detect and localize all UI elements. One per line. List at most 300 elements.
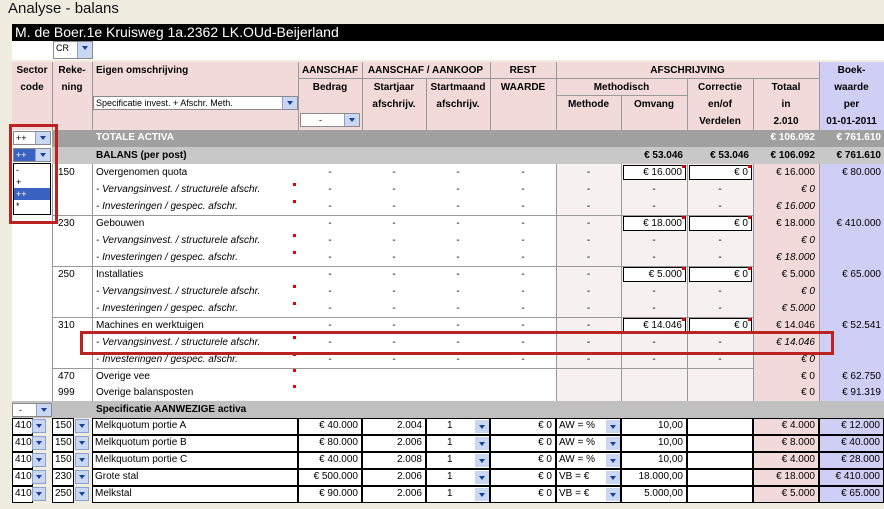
balans-totaal: € 106.092 — [770, 150, 815, 161]
sector-cell[interactable] — [12, 452, 33, 469]
chevron-down-icon — [475, 437, 489, 450]
row-dash-correctie: - — [718, 201, 722, 212]
methode-cell-value: VB = € — [559, 488, 590, 499]
boek-cell-value: € 410.000 — [835, 471, 880, 482]
row-dash-startjaar: - — [392, 320, 396, 331]
dropdown-option[interactable]: - — [16, 165, 19, 175]
totaal-cell — [753, 435, 819, 452]
rest-cell[interactable] — [490, 435, 556, 452]
client-header: M. de Boer.1e Kruisweg 1a.2362 LK.OUd-Beijerland — [15, 24, 339, 40]
sector-cell-value: 410 — [15, 437, 32, 448]
header-boek-2: waarde — [834, 82, 869, 93]
row-totaal: € 0 — [801, 387, 815, 398]
totaal-cell — [753, 452, 819, 469]
totaal-cell — [753, 486, 819, 503]
balans-omvang: € 53.046 — [644, 150, 683, 161]
totaal-cell — [753, 418, 819, 435]
header-boek: Boek- — [837, 65, 866, 76]
row-totaal: € 14.046 — [776, 320, 815, 331]
row-dash-maand: - — [456, 235, 460, 246]
boek-cell — [819, 486, 884, 503]
boek-cell-value: € 40.000 — [841, 437, 880, 448]
row-dash-rest: - — [521, 354, 525, 365]
omschrijving-cell[interactable] — [92, 452, 298, 469]
startmaand-cell[interactable] — [426, 469, 490, 486]
rest-cell-value: € 0 — [538, 420, 552, 431]
currency-select-value: CR — [56, 43, 69, 53]
row-boek: € 91.319 — [842, 387, 881, 398]
boek-cell — [819, 435, 884, 452]
row-label: Installaties — [96, 269, 144, 280]
row-dash-maand: - — [456, 354, 460, 365]
bedrag-cell-value: € 500.000 — [313, 471, 358, 482]
omvang-field[interactable]: € 16.000 — [623, 165, 686, 180]
startmaand-cell[interactable] — [426, 418, 490, 435]
row-dash-maand: - — [456, 167, 460, 178]
row-dash-startjaar: - — [392, 337, 396, 348]
row-boek: € 410.000 — [836, 218, 881, 229]
header-startjaar-2: afschrijv. — [372, 99, 416, 110]
row-code: 999 — [58, 387, 75, 398]
omschrijving-cell[interactable] — [92, 418, 298, 435]
rest-cell-value: € 0 — [538, 488, 552, 499]
row-dash-correctie: - — [718, 286, 722, 297]
omvang-field[interactable]: € 14.046 — [623, 318, 686, 333]
sector-cell-value: 410 — [15, 420, 32, 431]
rekening-cell-value: 150 — [55, 454, 72, 465]
row-dash-methode: - — [586, 218, 591, 229]
startjaar-cell[interactable] — [362, 469, 426, 486]
correctie-cell[interactable] — [687, 435, 753, 452]
chevron-down-icon — [36, 404, 51, 416]
spec-level-select[interactable] — [12, 403, 52, 417]
startmaand-cell[interactable] — [426, 435, 490, 452]
rekening-cell-value: 150 — [55, 437, 72, 448]
row-dash-startjaar: - — [392, 167, 396, 178]
row-dash-methode: - — [586, 269, 591, 280]
row-label: Overige vee — [96, 371, 150, 382]
row-boek: € 65.000 — [842, 269, 881, 280]
row-dash-rest: - — [521, 320, 525, 331]
row-label: Machines en werktuigen — [96, 320, 204, 331]
omvang-cell-value: 5.000,00 — [644, 488, 683, 499]
rest-cell[interactable] — [490, 469, 556, 486]
chevron-down-icon — [475, 471, 489, 484]
chevron-down-icon[interactable] — [32, 470, 46, 484]
row-code: 150 — [58, 167, 75, 178]
row-dash-bedrag: - — [328, 269, 332, 280]
balans-boek: € 761.610 — [836, 150, 881, 161]
row-dash-correctie: - — [718, 184, 722, 195]
header-rest: REST — [509, 65, 537, 76]
chevron-down-icon — [606, 471, 620, 484]
rekening-cell[interactable] — [52, 435, 74, 452]
correctie-cell[interactable] — [687, 418, 753, 435]
rekening-cell[interactable] — [52, 452, 74, 469]
row-label: - Vervangsinvest. / structurele afschr. — [96, 184, 261, 195]
filter-select-value: - — [319, 115, 322, 125]
highlight-frame-row — [80, 331, 834, 355]
header-aanschaf-aankoop: AANSCHAF / AANKOOP — [367, 65, 484, 76]
header-methode: Methode — [567, 99, 610, 110]
correctie-field[interactable]: € 0 — [689, 318, 752, 333]
chevron-down-icon[interactable] — [75, 419, 89, 433]
row-dash-bedrag: - — [328, 167, 332, 178]
totale-activa-boek: € 761.610 — [836, 132, 881, 143]
spec-header-label: Specificatie AANWEZIGE activa — [96, 404, 247, 415]
header-ning: ning — [61, 82, 83, 93]
header-waarde: WAARDE — [500, 82, 546, 93]
header-sector: Sector — [16, 65, 48, 76]
row-totaal: € 5.000 — [781, 303, 815, 314]
totale-activa-label: TOTALE ACTIVA — [96, 132, 174, 143]
omvang-field[interactable]: € 18.000 — [623, 216, 686, 231]
row-boek: € 52.541 — [842, 320, 881, 331]
bedrag-cell-value: € 80.000 — [319, 437, 358, 448]
chevron-down-icon — [606, 420, 620, 433]
row-dash-omvang: - — [652, 354, 656, 365]
row-dash-rest: - — [521, 286, 525, 297]
omvang-cell[interactable] — [621, 418, 687, 435]
chevron-down-icon — [344, 114, 359, 126]
omvang-cell[interactable] — [621, 469, 687, 486]
totale-activa-totaal: € 106.092 — [770, 132, 815, 143]
omvang-cell[interactable] — [621, 435, 687, 452]
startmaand-cell-value: 1 — [447, 488, 453, 499]
row-dash-startjaar: - — [392, 235, 396, 246]
chevron-down-icon[interactable] — [32, 419, 46, 433]
row-dash-omvang: - — [652, 303, 656, 314]
row-dash-bedrag: - — [328, 201, 332, 212]
chevron-down-icon — [475, 454, 489, 467]
totaal-cell-value: € 18.000 — [776, 471, 815, 482]
rest-cell-value: € 0 — [538, 437, 552, 448]
omvang-cell-value: 10,00 — [657, 454, 683, 465]
sector-cell[interactable] — [12, 418, 33, 435]
correctie-field[interactable]: € 0 — [689, 216, 752, 231]
header-totaal-2: in — [781, 99, 791, 110]
rest-cell[interactable] — [490, 452, 556, 469]
row-dash-rest: - — [521, 201, 525, 212]
startjaar-cell[interactable] — [362, 486, 426, 503]
omschrijving-cell-value: Grote stal — [95, 471, 139, 482]
omvang-cell[interactable] — [621, 452, 687, 469]
omschrijving-cell[interactable] — [92, 469, 298, 486]
row-dash-bedrag: - — [328, 184, 332, 195]
row-dash-omvang: - — [652, 184, 656, 195]
startjaar-cell-value: 2.008 — [396, 454, 422, 465]
dropdown-option[interactable]: + — [16, 177, 22, 187]
bedrag-cell[interactable] — [298, 469, 362, 486]
correctie-field[interactable]: € 0 — [689, 267, 752, 282]
header-correctie-2: en/of — [708, 99, 732, 110]
header-boek-3: per — [843, 99, 860, 110]
chevron-down-icon — [475, 420, 489, 433]
highlight-frame-levels — [9, 124, 58, 224]
chevron-down-icon[interactable] — [75, 453, 89, 467]
boek-cell — [819, 469, 884, 486]
omvang-cell-value: 10,00 — [657, 437, 683, 448]
row-totaal: € 18.000 — [776, 218, 815, 229]
row-dash-bedrag: - — [328, 320, 332, 331]
sector-cell-value: 410 — [15, 454, 32, 465]
row-totaal: € 0 — [801, 354, 815, 365]
row-dash-maand: - — [456, 320, 460, 331]
row-dash-startjaar: - — [392, 354, 396, 365]
header-correctie-3: Verdelen — [699, 116, 741, 127]
row-totaal: € 14.046 — [776, 337, 815, 348]
row-totaal: € 0 — [801, 286, 815, 297]
header-totaal: Totaal — [771, 82, 801, 93]
header-startjaar: Startjaar — [373, 82, 415, 93]
row-totaal: € 16.000 — [776, 201, 815, 212]
header-bedrag: Bedrag — [312, 82, 348, 93]
row-label: - Investeringen / gespec. afschr. — [96, 201, 238, 212]
row-dash-maand: - — [456, 337, 460, 348]
row-dash-maand: - — [456, 218, 460, 229]
row-label: - Investeringen / gespec. afschr. — [96, 303, 238, 314]
currency-select[interactable] — [53, 41, 93, 59]
row-dash-correctie: - — [718, 235, 722, 246]
rekening-cell-value: 250 — [55, 488, 72, 499]
bedrag-cell-value: € 40.000 — [319, 454, 358, 465]
chevron-down-icon — [77, 42, 92, 58]
startjaar-cell-value: 2.006 — [396, 488, 422, 499]
row-dash-methode: - — [586, 354, 591, 365]
chevron-down-icon[interactable] — [32, 487, 46, 501]
row-dash-correctie: - — [718, 303, 722, 314]
header-aanschaf: AANSCHAF — [301, 65, 359, 76]
startmaand-cell-value: 1 — [447, 454, 453, 465]
startmaand-cell[interactable] — [426, 486, 490, 503]
omschrijving-cell[interactable] — [92, 486, 298, 503]
correctie-cell[interactable] — [687, 486, 753, 503]
row-totaal: € 18.000 — [776, 252, 815, 263]
dropdown-option[interactable]: * — [16, 201, 20, 211]
startmaand-cell[interactable] — [426, 452, 490, 469]
rekening-cell[interactable] — [52, 418, 74, 435]
row-dash-bedrag: - — [328, 286, 332, 297]
row-dash-rest: - — [521, 303, 525, 314]
row-dash-methode: - — [586, 286, 591, 297]
methode-cell[interactable] — [556, 435, 621, 452]
row-dash-rest: - — [521, 337, 525, 348]
header-omvang: Omvang — [633, 99, 674, 110]
row-dash-bedrag: - — [328, 235, 332, 246]
balans-label: BALANS (per post) — [96, 150, 187, 161]
row-dash-startjaar: - — [392, 201, 396, 212]
row-dash-maand: - — [456, 201, 460, 212]
chevron-down-icon[interactable] — [32, 436, 46, 450]
row-dash-bedrag: - — [328, 337, 332, 348]
omschrijving-cell-value: Melkquotum portie A — [95, 420, 187, 431]
row-dash-methode: - — [586, 303, 591, 314]
bedrag-cell-value: € 90.000 — [319, 488, 358, 499]
row-dash-correctie: - — [718, 354, 722, 365]
row-boek: € 80.000 — [842, 167, 881, 178]
rekening-cell[interactable] — [52, 486, 74, 503]
methode-cell[interactable] — [556, 486, 621, 503]
row-code: 250 — [58, 269, 75, 280]
row-dash-bedrag: - — [328, 354, 332, 365]
chevron-down-icon[interactable] — [75, 487, 89, 501]
row-dash-methode: - — [586, 167, 591, 178]
balans-correctie: € 53.046 — [710, 150, 749, 161]
methode-cell-value: AW = % — [559, 420, 596, 431]
omvang-cell[interactable] — [621, 486, 687, 503]
level-select-value: ++ — [16, 133, 27, 143]
row-dash-bedrag: - — [328, 252, 332, 263]
chevron-down-icon — [606, 437, 620, 450]
rekening-cell-value: 150 — [55, 420, 72, 431]
bedrag-cell[interactable] — [298, 452, 362, 469]
omschrijving-cell-value: Melkstal — [95, 488, 132, 499]
chevron-down-icon[interactable] — [75, 470, 89, 484]
header-reke: Reke- — [58, 65, 86, 76]
startjaar-cell[interactable] — [362, 452, 426, 469]
row-dash-methode: - — [586, 235, 591, 246]
header-eigen-omschrijving: Eigen omschrijving — [96, 65, 189, 76]
dropdown-option[interactable]: ++ — [14, 188, 50, 200]
startjaar-cell[interactable] — [362, 435, 426, 452]
correctie-cell[interactable] — [687, 452, 753, 469]
startmaand-cell-value: 1 — [447, 420, 453, 431]
startjaar-cell[interactable] — [362, 418, 426, 435]
filter-select[interactable] — [300, 113, 360, 127]
row-totaal: € 0 — [801, 235, 815, 246]
spec-select-value: Specificatie invest. + Afschr. Meth. — [96, 98, 233, 108]
startjaar-cell-value: 2.006 — [396, 471, 422, 482]
row-dash-maand: - — [456, 303, 460, 314]
level-select-open-value: ++ — [16, 150, 27, 160]
methode-cell[interactable] — [556, 469, 621, 486]
omschrijving-cell-value: Melkquotum portie C — [95, 454, 188, 465]
startjaar-cell-value: 2.006 — [396, 437, 422, 448]
methode-cell[interactable] — [556, 418, 621, 435]
bedrag-cell[interactable] — [298, 486, 362, 503]
omschrijving-cell-value: Melkquotum portie B — [95, 437, 187, 448]
methode-cell-value: AW = % — [559, 454, 596, 465]
row-label: - Vervangsinvest. / structurele afschr. — [96, 337, 261, 348]
chevron-down-icon[interactable] — [75, 436, 89, 450]
omvang-cell-value: 10,00 — [657, 420, 683, 431]
bedrag-cell[interactable] — [298, 435, 362, 452]
boek-cell — [819, 418, 884, 435]
row-dash-maand: - — [456, 286, 460, 297]
startmaand-cell-value: 1 — [447, 471, 453, 482]
rest-cell[interactable] — [490, 418, 556, 435]
row-label: Overige balansposten — [96, 387, 194, 398]
sector-cell[interactable] — [12, 486, 33, 503]
omvang-field[interactable]: € 5.000 — [623, 267, 686, 282]
sector-cell-value: 410 — [15, 471, 32, 482]
header-methodisch: Methodisch — [593, 82, 650, 93]
boek-cell-value: € 28.000 — [841, 454, 880, 465]
boek-cell — [819, 452, 884, 469]
row-label: - Vervangsinvest. / structurele afschr. — [96, 235, 261, 246]
totaal-cell-value: € 5.000 — [781, 488, 815, 499]
sector-cell[interactable] — [12, 469, 33, 486]
chevron-down-icon — [606, 454, 620, 467]
methode-cell-value: VB = € — [559, 471, 590, 482]
row-dash-omvang: - — [652, 337, 656, 348]
header-startmaand: Startmaand — [430, 82, 486, 93]
row-dash-startjaar: - — [392, 286, 396, 297]
omschrijving-cell[interactable] — [92, 435, 298, 452]
header-afschrijving: AFSCHRIJVING — [650, 65, 725, 76]
chevron-down-icon — [606, 488, 620, 501]
row-dash-startjaar: - — [392, 252, 396, 263]
row-dash-bedrag: - — [328, 218, 332, 229]
methode-cell-value: AW = % — [559, 437, 596, 448]
row-code: 310 — [58, 320, 75, 331]
row-label: - Investeringen / gespec. afschr. — [96, 354, 238, 365]
spec-select[interactable] — [93, 96, 298, 110]
row-dash-correctie: - — [718, 337, 722, 348]
totaal-cell-value: € 4.000 — [781, 454, 815, 465]
chevron-down-icon[interactable] — [32, 453, 46, 467]
row-dash-startjaar: - — [392, 269, 396, 280]
sector-cell[interactable] — [12, 435, 33, 452]
row-dash-maand: - — [456, 269, 460, 280]
row-totaal: € 0 — [801, 184, 815, 195]
row-dash-rest: - — [521, 252, 525, 263]
rekening-cell[interactable] — [52, 469, 74, 486]
spec-level-value: - — [19, 405, 22, 415]
rekening-cell-value: 230 — [55, 471, 72, 482]
chevron-down-icon — [282, 97, 297, 109]
client-header-bar — [12, 24, 884, 41]
row-totaal: € 16.000 — [776, 167, 815, 178]
row-dash-rest: - — [521, 184, 525, 195]
row-label: - Investeringen / gespec. afschr. — [96, 252, 238, 263]
correctie-field[interactable]: € 0 — [689, 165, 752, 180]
rest-cell-value: € 0 — [538, 454, 552, 465]
header-correctie: Correctie — [698, 82, 742, 93]
row-code: 470 — [58, 371, 75, 382]
correctie-cell[interactable] — [687, 469, 753, 486]
row-label: Gebouwen — [96, 218, 145, 229]
row-label: - Vervangsinvest. / structurele afschr. — [96, 286, 261, 297]
header-code: code — [20, 82, 44, 93]
rest-cell-value: € 0 — [538, 471, 552, 482]
bedrag-cell-value: € 40.000 — [319, 420, 358, 431]
row-dash-methode: - — [586, 184, 591, 195]
row-dash-rest: - — [521, 218, 525, 229]
row-dash-methode: - — [586, 337, 591, 348]
boek-cell-value: € 65.000 — [841, 488, 880, 499]
row-dash-omvang: - — [652, 235, 656, 246]
bedrag-cell[interactable] — [298, 418, 362, 435]
window-title: Analyse - balans — [8, 0, 119, 17]
row-dash-omvang: - — [652, 286, 656, 297]
totaal-cell-value: € 8.000 — [781, 437, 815, 448]
toolbar-row — [12, 41, 884, 60]
row-dash-rest: - — [521, 167, 525, 178]
row-dash-methode: - — [586, 320, 591, 331]
startmaand-cell-value: 1 — [447, 437, 453, 448]
row-dash-bedrag: - — [328, 303, 332, 314]
row-dash-omvang: - — [652, 201, 656, 212]
row-dash-startjaar: - — [392, 303, 396, 314]
methode-cell[interactable] — [556, 452, 621, 469]
row-dash-startjaar: - — [392, 184, 396, 195]
row-totaal: € 0 — [801, 371, 815, 382]
row-totaal: € 5.000 — [781, 269, 815, 280]
row-dash-maand: - — [456, 252, 460, 263]
totaal-cell — [753, 469, 819, 486]
rest-cell[interactable] — [490, 486, 556, 503]
